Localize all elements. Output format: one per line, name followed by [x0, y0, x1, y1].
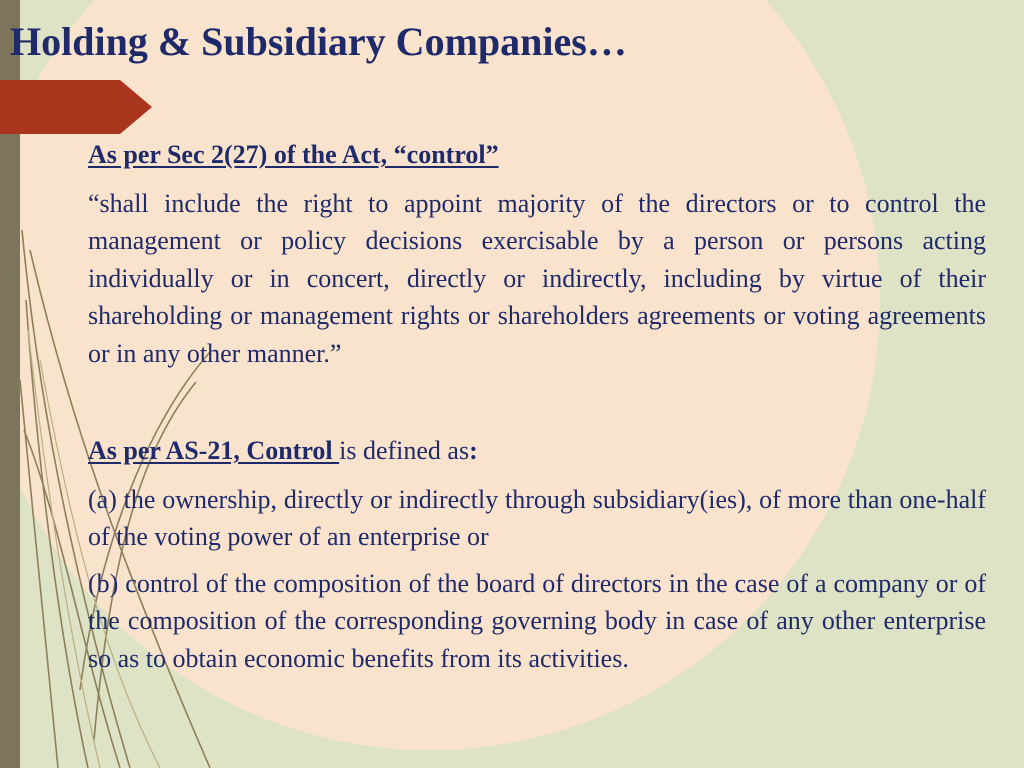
section-heading-sec-2-27 — [88, 136, 986, 174]
slide-content — [88, 136, 986, 677]
section-heading-text: As per AS-21, Control — [88, 436, 340, 465]
section-heading-suffix: is defined as — [339, 436, 470, 465]
section-heading-as-21 — [88, 432, 986, 470]
definition-item-a: (a) the ownership, directly or indirectly through subsidiary(ies), of more than one-half of the voting power of an enterprise or — [88, 484, 986, 551]
section-heading-colon: : — [469, 436, 478, 465]
title-arrow-shape — [0, 80, 152, 134]
definition-item-b: (b) control of the composition of the board of directors in the case of a company or of the composition of the corresponding governing body in case of any other enterprise so as to obtain economic benefits from its activities. — [88, 568, 986, 673]
section-heading-text: As per Sec 2(27) of the Act, “control” — [88, 140, 499, 169]
control-definition-quote: “shall include the right to appoint majority of the directors or to control the management or policy decisions exercisable by a person or persons acting individually or in concert, directly or indirectly, including by virtue of their shareholding or management rights or shareholders agreements or voting agreements or in any other manner.” — [88, 188, 986, 368]
slide-title: Holding & Subsidiary Companies… — [10, 19, 627, 64]
